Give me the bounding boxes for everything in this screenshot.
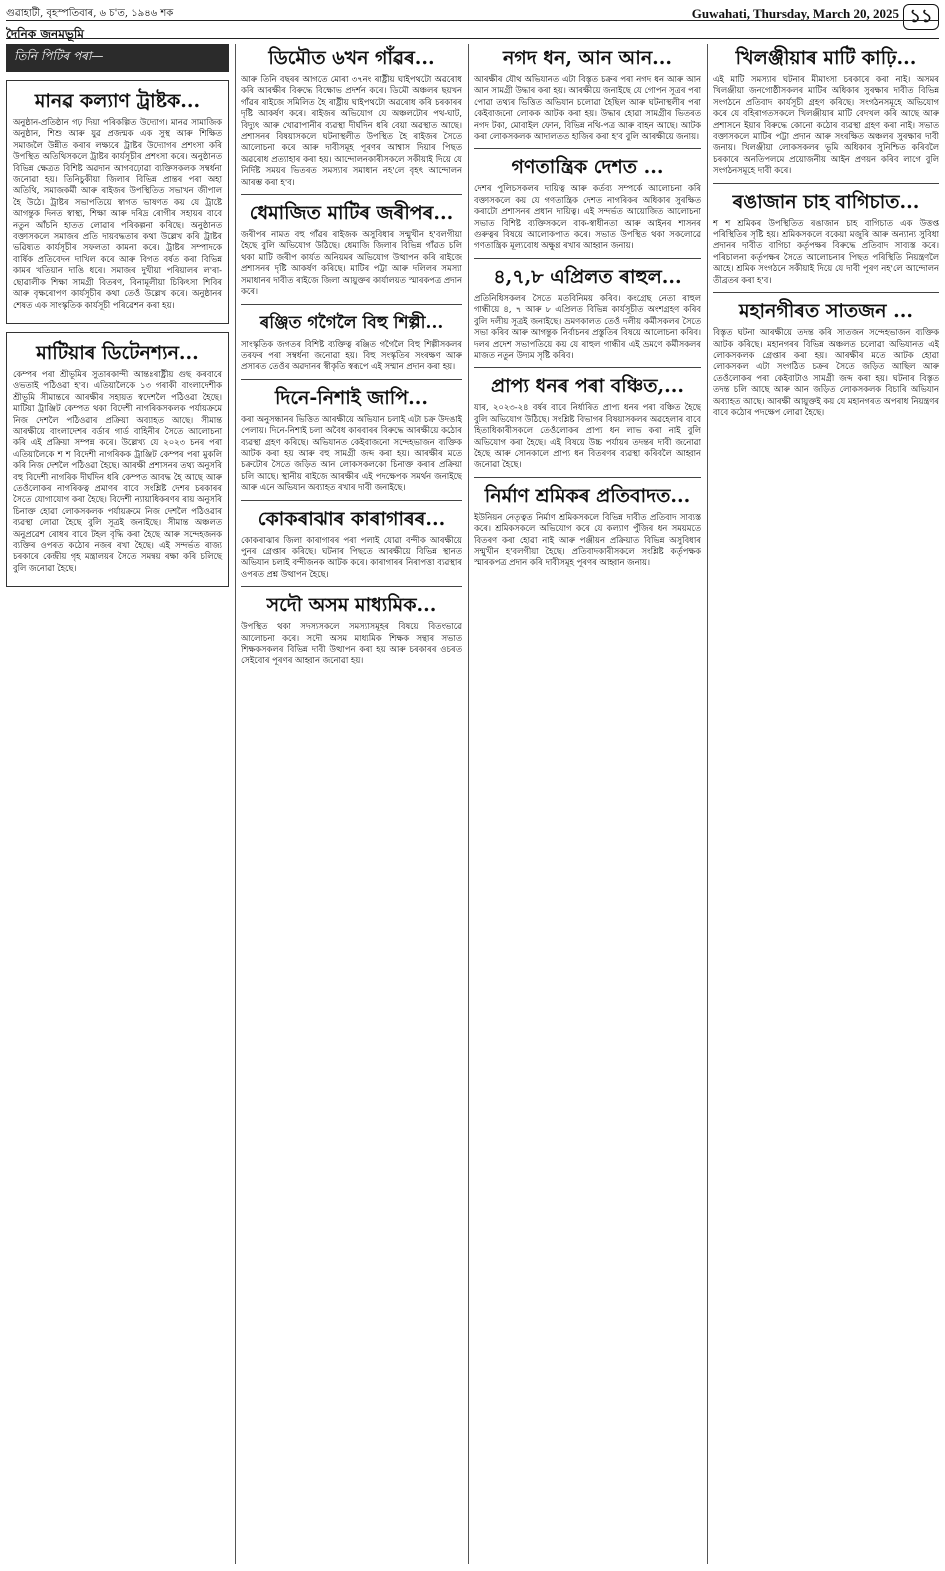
header-rule-bottom <box>6 38 939 39</box>
page-number: ১১ <box>903 4 939 30</box>
article-body: আৰু তিনি বছৰৰ আগতে মোৰা ৩৭নং ৰাষ্ট্ৰীয় ঘাইপথটো অৱৰোধ কৰি আৰক্ষীৰ বিৰুদ্ধে বিক্ষোভ প্ৰদৰ্শন কৰে। ডিমৌ অঞ্চলৰ ছয়খন গাঁৱৰ ৰাইজে সমিলিত হৈ ৰাষ্ট্ৰীয় ঘাইপথটো অৱৰোধ কৰি চৰকাৰৰ দৃষ্টি আকৰ্ষণ কৰে। ৰাইজৰ অভিযোগ যে অঞ্চলটোৰ পথ-ঘাট, বিদ্যুৎ আৰু খোৱাপানীৰ ব্যৱস্থা দীৰ্ঘদিন ধৰি বেয়া অৱস্থাত আছে। প্ৰশাসনৰ বিষয়াসকলে ঘটনাস্থলীত উপস্থিত হৈ ৰাইজৰ সৈতে আলোচনা কৰে আৰু দাবীসমূহ পূৰণৰ আশ্বাস দিয়াৰ পিছত অৱৰোধ প্ৰত্যাহাৰ কৰা হয়। আন্দোলনকাৰীসকলে সকীয়াই দিয়ে যে নিৰ্দিষ্ট সময়ৰ ভিতৰত সমস্যাৰ সমাধান নহ'লে বৃহৎ আন্দোলন আৰম্ভ কৰা হ'ব। <box>241 74 462 187</box>
article-divider <box>713 183 939 184</box>
article-body: শ শ শ্ৰমিকৰ উপস্থিতিত ৰঙাজান চাহ বাগিচাত এক উত্তপ্ত পৰিস্থিতিৰ সৃষ্টি হয়। শ্ৰমিকসকলে বকেয়া মজুৰি আৰু অন্যান্য সুবিধা প্ৰদানৰ দাবীত বাগিচা কৰ্তৃপক্ষৰ বিৰুদ্ধে প্ৰতিবাদ সাব্যস্ত কৰে। পৰিচালনা কৰ্তৃপক্ষৰ সৈতে আলোচনাৰ পিছত পৰিস্থিতি নিয়ন্ত্ৰণলৈ আহে। শ্ৰমিক সংগঠনে সকীয়াই দিয়ে যে দাবী পূৰণ নহ'লে আন্দোলন তীব্ৰতৰ কৰা হ'ব। <box>713 217 939 285</box>
article-headline: খিলঞ্জীয়াৰ মাটি কাঢ়ি... <box>735 47 917 69</box>
article-body: কোকৰাঝাৰ জিলা কাৰাগাৰৰ পৰা পলাই যোৱা বন্দীক আৰক্ষীয়ে পুনৰ গ্ৰেপ্তাৰ কৰিছে। ঘটনাৰ পিছতে আৰক্ষীয়ে বিভিন্ন স্থানত অভিযান চলাই বন্দীজনক আটক কৰে। কাৰাগাৰৰ নিৰাপত্তা ব্যৱস্থাৰ ওপৰত প্ৰশ্ন উত্থাপন হৈছে। <box>241 534 462 579</box>
column-divider <box>707 44 708 1564</box>
article-divider <box>241 500 462 501</box>
article-body: জৰীপৰ নামত বহু গাঁৱৰ ৰাইজক অসুবিধাৰ সন্মুখীন হ'বলগীয়া হৈছে বুলি অভিযোগ উঠিছে। ধেমাজি জিলাৰ বিভিন্ন গাঁৱত চলি থকা মাটি জৰীপ কাৰ্যত অনিয়মৰ অভিযোগ উত্থাপন কৰি ৰাইজে প্ৰশাসনৰ দৃষ্টি আকৰ্ষণ কৰিছে। মাটিৰ পট্টা আৰু দলিলৰ সমস্যা সমাধানৰ দাবীত ৰাইজে জিলা আয়ুক্তৰ কাৰ্যালয়ত স্মাৰকপত্ৰ প্ৰদান কৰে। <box>241 229 462 297</box>
article-headline: গণতান্ত্ৰিক দেশত ... <box>511 156 664 179</box>
article-divider <box>241 194 462 195</box>
dateline-assamese: গুৱাহাটী, বৃহস্পতিবাৰ, ৬ চ'ত, ১৯৪৬ শক <box>6 8 174 19</box>
article-body: বিস্তৃত ঘটনা আৰক্ষীয়ে তদন্ত কৰি সাতজন সন্দেহভাজন ব্যক্তিক আটক কৰিছে। মহানগৰৰ বিভিন্ন অঞ্চলত চলোৱা অভিযানত এই লোকসকলক গ্ৰেপ্তাৰ কৰা হয়। আৰক্ষীৰ মতে আটক হোৱা লোকসকল এটা সংগঠিত চক্ৰৰ সৈতে জড়িত আছিল আৰু তেওঁলোকৰ পৰা কেইবাটাও সামগ্ৰী জব্দ কৰা হয়। ঘটনাৰ বিস্তৃত তদন্ত চলি আছে আৰু আন জড়িত লোকসকলক বিচাৰি অভিযান অব্যাহত আছে। আৰক্ষী আয়ুক্তই কয় যে মহানগৰত অপৰাধ নিয়ন্ত্ৰণৰ বাবে কঠোৰ পদক্ষেপ লোৱা হৈছে। <box>713 327 939 417</box>
article-headline: নগদ ধন, আন আন... <box>502 47 673 69</box>
article-box <box>6 80 229 324</box>
column-2 <box>241 44 462 1564</box>
article-body: ইউনিয়ন নেতৃত্বত নিৰ্মাণ শ্ৰমিকসকলে বিভিন্ন দাবীত প্ৰতিবাদ সাব্যস্ত কৰে। শ্ৰমিকসকলে অভিযোগ কৰে যে কল্যাণ পুঁজিৰ ধন সময়মতে বিতৰণ কৰা হোৱা নাই আৰু পঞ্জীয়ন প্ৰক্ৰিয়াত বিভিন্ন অসুবিধাৰ সন্মুখীন হ'বলগীয়া হৈছে। প্ৰতিবাদকাৰীসকলে সংশ্লিষ্ট কৰ্তৃপক্ষক স্মাৰকপত্ৰ প্ৰদান কৰি দাবীসমূহ পূৰণৰ আহ্বান জনায়। <box>474 511 701 568</box>
article-body: যাৰ, ২০২৩-২৪ বৰ্ষৰ বাবে নিৰ্ধাৰিত প্ৰাপ্য ধনৰ পৰা বঞ্চিত হৈছে বুলি অভিযোগ উঠিছে। সংশ্লিষ্ট বিভাগৰ বিষয়াসকলৰ অৱহেলাৰ বাবে হিতাধিকাৰীসকলে তেওঁলোকৰ প্ৰাপ্য ধন লাভ কৰা নাই বুলি অভিযোগ কৰা হৈছে। এই বিষয়ে উচ্চ পৰ্যায়ৰ তদন্তৰ দাবী জনোৱা হৈছে আৰু সোনকালে প্ৰাপ্য ধন বিতৰণৰ ব্যৱস্থা কৰিবলৈ আহ্বান জনোৱা হৈছে। <box>474 402 701 470</box>
article-body: কেম্পৰ পৰা শ্ৰীভূমিৰ সুতাৰকান্দী আন্তঃৰাষ্ট্ৰীয় গুছ কৰবাৰে ওভতাই পঠিওৱা হ'ব। এতিয়ালৈকে ১৩ গৰাকী বাংলাদেশীক শ্ৰীভূমি সীমান্তৰে আৰক্ষীৰ সহায়ত স্বদেশলৈ পঠিওৱা হৈছে। মাটিয়া ট্ৰাঞ্জিট কেম্পত থকা বিদেশী নাগৰিকসকলক পৰ্যায়ক্ৰমে নিজ দেশলৈ পঠিওৱাৰ প্ৰক্ৰিয়া অব্যাহত আছে। সীমান্ত আৰক্ষীয়ে বাংলাদেশৰ বৰ্ডাৰ গাৰ্ড বাহিনীৰ সৈতে আলোচনা কৰি এই প্ৰক্ৰিয়া সম্পন্ন কৰে। উল্লেখ্য যে ২০২৩ চনৰ পৰা এতিয়ালৈকে শ শ বিদেশী নাগৰিকক ট্ৰাঞ্জিট কেম্পৰ পৰা মুকলি কৰি নিজ দেশলৈ পঠিওৱা হৈছে। আৰক্ষী প্ৰশাসনৰ তথ্য অনুসৰি বহু বিদেশী নাগৰিক দীৰ্ঘদিন ধৰি কেম্পত আবদ্ধ হৈ আছে আৰু তেওঁলোকৰ নাগৰিকত্ব প্ৰমাণৰ বাবে সংশ্লিষ্ট দেশৰ চৰকাৰৰ সৈতে যোগাযোগ কৰা হৈছে। বিদেশী ন্যায়াধিকৰণৰ ৰায় অনুসৰি চিনাক্ত হোৱা লোকসকলক পৰ্যায়ক্ৰমে নিজ দেশলৈ পঠিওৱাৰ ব্যৱস্থা লোৱা হৈছে বুলি সূত্ৰই জনাইছে। সীমান্ত অঞ্চলত অনুপ্ৰৱেশ ৰোধৰ বাবে টহল বৃদ্ধি কৰা হৈছে আৰু সন্দেহজনক ব্যক্তিৰ ওপৰত কঠোৰ নজৰ ৰখা হৈছে। এই সন্দৰ্ভত ৰাজ্য চৰকাৰে কেন্দ্ৰীয় গৃহ মন্ত্ৰালয়ৰ সৈতে সমন্বয় ৰক্ষা কৰি চলিছে বুলি জনোৱা হৈছে। <box>13 368 222 573</box>
article-headline: ৰঙাজান চাহ বাগিচাত... <box>732 190 920 213</box>
article-divider <box>474 477 701 478</box>
dateline-english: Guwahati, Thursday, March 20, 2025 <box>691 6 899 21</box>
column-4 <box>713 44 939 1564</box>
article-body: প্ৰতিনিধিসকলৰ সৈতে মতবিনিময় কৰিব। কংগ্ৰেছ নেতা ৰাহুল গান্ধীয়ে ৪, ৭ আৰু ৮ এপ্ৰিলত বিভিন্ন কাৰ্যসূচীত অংশগ্ৰহণ কৰিব বুলি দলীয় সূত্ৰই জনাইছে। ভ্ৰমণকালত তেওঁ দলীয় কৰ্মীসকলৰ সৈতে সভা কৰিব আৰু আগন্তুক নিৰ্বাচনৰ প্ৰস্তুতিৰ বিষয়ে আলোচনা কৰিব। দলৰ প্ৰদেশ সভাপতিয়ে কয় যে ৰাহুল গান্ধীৰ এই ভ্ৰমণে কৰ্মীসকলৰ মাজত নতুন উদ্যম সৃষ্টি কৰিব। <box>474 292 701 360</box>
article-headline: মহানগীৰত সাতজন ... <box>739 300 913 323</box>
article-headline: মাটিয়াৰ ডিটেনশ্যন... <box>36 341 199 364</box>
article-headline: ৰঞ্জিত গগৈলৈ বিহু শিল্পী... <box>259 312 444 333</box>
article-headline: ধেমাজিত মাটিৰ জৰীপৰ... <box>249 202 454 225</box>
column-3 <box>474 44 701 1564</box>
article-body: উপস্থিত থকা সদস্যসকলে সমস্যাসমূহৰ বিষয়ে বিতংভাৱে আলোচনা কৰে। সদৌ অসম মাধ্যমিক শিক্ষক সন্থাৰ সভাত শিক্ষকসকলৰ বিভিন্ন দাবী উত্থাপন কৰা হয় আৰু চৰকাৰৰ ওচৰত সেইবোৰ পূৰণৰ আহ্বান জনোৱা হয়। <box>241 621 462 666</box>
article-body: কৰা অনুসন্ধানৰ ভিত্তিত আৰক্ষীয়ে অভিযান চলাই এটা চক্ৰ উদঙাই পেলায়। দিনে-নিশাই চলা অবৈধ কাৰবাৰৰ বিৰুদ্ধে আৰক্ষীয়ে কঠোৰ ব্যৱস্থা গ্ৰহণ কৰিছে। অভিযানত কেইবাজনো সন্দেহভাজন ব্যক্তিক আটক কৰা হয় আৰু বহু সামগ্ৰী জব্দ কৰা হয়। আৰক্ষীৰ মতে চক্ৰটোৰ সৈতে জড়িত আন লোকসকলকো চিনাক্ত কৰাৰ প্ৰক্ৰিয়া চলি আছে। স্থানীয় ৰাইজে আৰক্ষীৰ এই পদক্ষেপক সমৰ্থন জনাইছে আৰু এনে অভিযান অব্যাহত ৰখাৰ দাবী জনাইছে। <box>241 413 462 493</box>
article-body: আৰক্ষীৰ যৌথ অভিযানত এটা বিস্তৃত চক্ৰৰ পৰা নগদ ধন আৰু আন আন সামগ্ৰী উদ্ধাৰ কৰা হয়। আৰক্ষীয়ে জনাইছে যে গোপন সূত্ৰৰ পৰা পোৱা তথ্যৰ ভিত্তিত অভিযান চলোৱা হৈছিল আৰু ঘটনাস্থলীৰ পৰা কেইবাজনো লোকক আটক কৰা হয়। উদ্ধাৰ হোৱা সামগ্ৰীৰ ভিতৰত নগদ টকা, মোবাইল ফোন, বিভিন্ন নথি-পত্ৰ আৰু বাহন আছে। আটক কৰা লোকসকলক আদালতত হাজিৰ কৰা হ'ব বুলি আৰক্ষীয়ে জনায়। <box>474 74 701 142</box>
column-divider <box>235 44 236 1564</box>
article-box <box>6 332 229 587</box>
article-headline: প্ৰাপ্য ধনৰ পৰা বঞ্চিত,... <box>490 375 685 398</box>
article-body: এই মাটি সমস্যাৰ ঘটনাৰ মীমাংসা চৰকাৰে কৰা নাই। অসমৰ খিলঞ্জীয়া জনগোষ্ঠীসকলৰ মাটিৰ অধিকাৰ সুৰক্ষাৰ দাবীত বিভিন্ন সংগঠনে প্ৰতিবাদ কাৰ্যসূচী গ্ৰহণ কৰিছে। সংগঠনসমূহে অভিযোগ কৰে যে বহিৰাগতসকলে খিলঞ্জীয়াৰ মাটি বেদখল কৰি আছে আৰু প্ৰশাসনে ইয়াৰ বিৰুদ্ধে কোনো কঠোৰ ব্যৱস্থা গ্ৰহণ কৰা নাই। সভাত বক্তাসকলে মাটিৰ পট্টা প্ৰদান আৰু সংৰক্ষিত অঞ্চলৰ সুৰক্ষাৰ দাবী জনায়। খিলঞ্জীয়া লোকসকলৰ ভূমি অধিকাৰ সুনিশ্চিত কৰিবলৈ চৰকাৰে অনতিপলমে প্ৰয়োজনীয় আইন প্ৰণয়ন কৰিব লাগে বুলি সংগঠনসমূহে দাবী কৰে। <box>713 74 939 176</box>
article-divider <box>241 379 462 380</box>
column-divider <box>468 44 469 1564</box>
article-headline: দিনে-নিশাই জাপি... <box>275 386 428 409</box>
page-header <box>6 4 939 40</box>
column-1 <box>6 44 229 1564</box>
article-divider <box>241 304 462 305</box>
article-headline: ডিমৌত ৬খন গাঁৱৰ... <box>268 47 435 69</box>
article-body: সাংস্কৃতিক জগতৰ বিশিষ্ট ব্যক্তিত্ব ৰঞ্জিত গগৈলৈ বিহু শিল্পীসকলৰ তৰফৰ পৰা সম্বৰ্ধনা জনোৱা হয়। বিহু সংস্কৃতিৰ সংৰক্ষণ আৰু প্ৰসাৰত তেওঁৰ অৱদানৰ স্বীকৃতি স্বৰূপে এই সম্মান প্ৰদান কৰা হয়। <box>241 338 462 372</box>
article-body: দেশৰ পুলিচসকলৰ দায়িত্ব আৰু কৰ্তব্য সম্পৰ্কে আলোচনা কৰি বক্তাসকলে কয় যে গণতান্ত্ৰিক দেশত নাগৰিকৰ অধিকাৰ সুৰক্ষিত কৰাটো প্ৰশাসনৰ প্ৰধান দায়িত্ব। এই সন্দৰ্ভত আয়োজিত আলোচনা সভাত বিশিষ্ট ব্যক্তিসকলে বাক-স্বাধীনতা আৰু আইনৰ শাসনৰ গুৰুত্বৰ বিষয়ে আলোকপাত কৰে। সভাত উপস্থিত থকা সকলোৱে গণতান্ত্ৰিক মূল্যবোধ অক্ষুণ্ণ ৰখাৰ আহ্বান জনায়। <box>474 183 701 251</box>
article-divider <box>474 258 701 259</box>
article-divider <box>713 292 939 293</box>
article-headline: মানৱ কল্যাণ ট্ৰাষ্টক... <box>34 90 201 112</box>
article-divider <box>241 586 462 587</box>
article-headline: নিৰ্মাণ শ্ৰমিকৰ প্ৰতিবাদত... <box>484 484 691 507</box>
header-rule-top <box>6 20 939 21</box>
section-banner: তিনি পিটিৰ পৰা— <box>6 44 229 72</box>
newspaper-brand: দৈনিক জনমভূমি <box>6 27 84 41</box>
article-headline: কোকৰাঝাৰ কাৰাগাৰৰ... <box>257 507 446 530</box>
article-body: অনুষ্ঠান-প্ৰতিষ্ঠান গঢ় দিয়া পৰিকল্পিত উদ্যোগ। মানৱ সামাজিক অনুষ্ঠান, শিশু আৰু যুৱ প্ৰজন্মক এক সুস্থ আৰু শিক্ষিত সমাজলৈ উন্নীত কৰাৰ লক্ষ্যৰে ট্ৰাষ্টৰ উদ্যোগৰ প্ৰশংসা কৰি উপস্থিত অতিথিসকলে ট্ৰাষ্টৰ কাৰ্যসূচীৰ প্ৰশংসা কৰে। অনুষ্ঠানত বিভিন্ন ক্ষেত্ৰত বিশিষ্ট অৱদান আগবঢ়োৱা ব্যক্তিসকলক সম্বৰ্ধনা জনোৱা হয়। তিনিচুকীয়া জিলাৰ বিভিন্ন প্ৰান্তৰ পৰা অহা অতিথি, সমাজকৰ্মী আৰু ৰাইজৰ উপস্থিতিত সভাখন জীপাল হৈ উঠে। ট্ৰাষ্টৰ সভাপতিয়ে স্বাগত ভাষণত কয় যে ট্ৰাষ্টে আগন্তুক দিনত স্বাস্থ্য, শিক্ষা আৰু দৰিদ্ৰ ৰোগীৰ সহায়ৰ বাবে নতুন আঁচনি হাতত লোৱাৰ পৰিকল্পনা কৰিছে। অনুষ্ঠানত বক্তাসকলে সমাজৰ প্ৰতি দায়বদ্ধতাৰ কথা উল্লেখ কৰি ট্ৰাষ্টৰ ভৱিষ্যত কাৰ্যসূচীৰ সফলতা কামনা কৰে। ট্ৰাষ্টৰ সম্পাদকে বাৰ্ষিক প্ৰতিবেদন দাখিল কৰে আৰু বিগত বৰ্ষত কৰা বিভিন্ন কামৰ খতিয়ান দাঙি ধৰে। সমাজৰ দুখীয়া পৰিয়ালৰ ল'ৰা-ছোৱালীক শিক্ষা সামগ্ৰী বিতৰণ, বিনামূলীয়া চিকিৎসা শিবিৰ আৰু বৃক্ষৰোপণ কাৰ্যসূচীৰ কথা তেওঁ উল্লেখ কৰে। অনুষ্ঠানৰ শেষত এক সাংস্কৃতিক কাৰ্যসূচী পৰিৱেশন কৰা হয়। <box>13 117 222 310</box>
article-headline: সদৌ অসম মাধ্যমিক... <box>266 594 437 617</box>
article-divider <box>474 367 701 368</box>
article-divider <box>474 148 701 149</box>
article-headline: ৪,৭,৮ এপ্ৰিলত ৰাহুল... <box>493 265 682 288</box>
